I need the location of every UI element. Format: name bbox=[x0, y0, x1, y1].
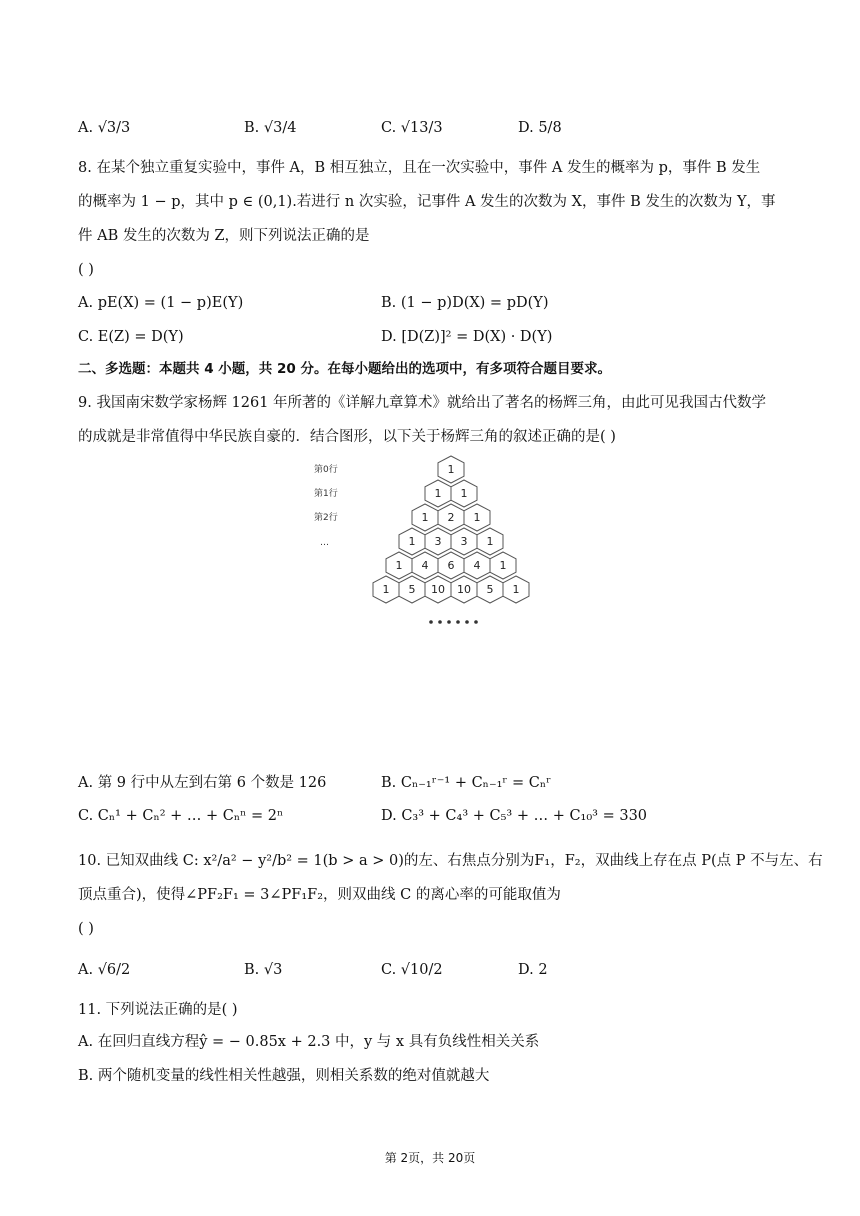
q7-option-a: A. √3/3 bbox=[78, 120, 131, 136]
q10-option-b: B. √3 bbox=[244, 962, 283, 978]
q11-option-a: A. 在回归直线方程ŷ = − 0.85x + 2.3 中，y 与 x 具有负线性相关关系 bbox=[78, 1034, 540, 1050]
triangle-value-r4-4: 1 bbox=[499, 559, 507, 572]
q10-option-c: C. √10/2 bbox=[381, 962, 443, 978]
q10-option-d: D. 2 bbox=[518, 962, 548, 978]
q8-stem-line2: 的概率为 1 − p，其中 p ∈ (0,1).若进行 n 次实验，记事件 A 发生的次数为 X，事件 B 发生的次数为 Y，事 bbox=[78, 194, 776, 210]
triangle-value-r2-2: 1 bbox=[473, 511, 481, 524]
row-label-0: 第0行 bbox=[314, 465, 338, 475]
q10-stem-line2: 顶点重合)，使得∠PF₂F₁ = 3∠PF₁F₂，则双曲线 C 的离心率的可能取值为 bbox=[78, 887, 561, 903]
triangle-value-r1-1: 1 bbox=[460, 487, 468, 500]
triangle-value-r3-1: 3 bbox=[434, 535, 442, 548]
triangle-value-r1-0: 1 bbox=[434, 487, 442, 500]
q8-stem-line3: 件 AB 发生的次数为 Z，则下列说法正确的是 bbox=[78, 228, 370, 244]
triangle-value-r4-0: 1 bbox=[395, 559, 403, 572]
triangle-value-r2-1: 2 bbox=[447, 511, 455, 524]
triangle-value-r2-0: 1 bbox=[421, 511, 429, 524]
row-label-ellipsis: … bbox=[320, 538, 329, 548]
triangle-value-r5-2: 10 bbox=[431, 583, 445, 596]
continuation-dots bbox=[429, 620, 478, 624]
q8-option-a: A. pE(X) = (1 − p)E(Y) bbox=[78, 295, 244, 311]
yanghui-triangle-figure bbox=[300, 450, 560, 635]
triangle-value-r0-0: 1 bbox=[447, 463, 455, 476]
triangle-value-r5-0: 1 bbox=[382, 583, 390, 596]
q9-stem-line1: 9. 我国南宋数学家杨辉 1261 年所著的《详解九章算术》就给出了著名的杨辉三角，由此可见我国古代数学 bbox=[78, 395, 767, 411]
q9-option-d: D. C₃³ + C₄³ + C₅³ + … + C₁₀³ = 330 bbox=[381, 808, 648, 824]
q7-option-c: C. √13/3 bbox=[381, 120, 443, 136]
triangle-value-r5-5: 1 bbox=[512, 583, 520, 596]
q7-option-d: D. 5/8 bbox=[518, 120, 562, 136]
section2-heading: 二、多选题：本题共 4 小题，共 20 分。在每小题给出的选项中，有多项符合题目要求。 bbox=[78, 361, 611, 377]
q8-option-d: D. [D(Z)]² = D(X) · D(Y) bbox=[381, 329, 553, 345]
triangle-value-r3-3: 1 bbox=[486, 535, 494, 548]
triangle-value-r5-4: 5 bbox=[486, 583, 494, 596]
continuation-dot bbox=[438, 620, 442, 624]
q8-option-b: B. (1 − p)D(X) = pD(Y) bbox=[381, 295, 549, 311]
triangle-value-r3-2: 3 bbox=[460, 535, 468, 548]
triangle-value-r3-0: 1 bbox=[408, 535, 416, 548]
q10-stem-line1: 10. 已知双曲线 C: x²/a² − y²/b² = 1(b > a > 0)的左、右焦点分别为F₁，F₂，双曲线上存在点 P(点 P 不与左、右 bbox=[78, 853, 823, 869]
continuation-dot bbox=[465, 620, 469, 624]
q11-option-b: B. 两个随机变量的线性相关性越强，则相关系数的绝对值就越大 bbox=[78, 1068, 490, 1084]
triangle-cells bbox=[373, 456, 529, 603]
q10-option-a: A. √6/2 bbox=[78, 962, 131, 978]
q8-option-c: C. E(Z) = D(Y) bbox=[78, 329, 184, 345]
q8-answer-paren: ( ) bbox=[78, 262, 94, 278]
continuation-dot bbox=[474, 620, 478, 624]
triangle-value-r4-3: 4 bbox=[473, 559, 481, 572]
triangle-value-r5-1: 5 bbox=[408, 583, 416, 596]
triangle-value-r4-1: 4 bbox=[421, 559, 429, 572]
q11-stem: 11. 下列说法正确的是( ) bbox=[78, 1002, 238, 1018]
q9-option-b: B. Cₙ₋₁ʳ⁻¹ + Cₙ₋₁ʳ = Cₙʳ bbox=[381, 775, 552, 791]
q8-stem-line1: 8. 在某个独立重复实验中，事件 A，B 相互独立，且在一次实验中，事件 A 发生的概率为 p，事件 B 发生 bbox=[78, 160, 761, 176]
triangle-value-r4-2: 6 bbox=[447, 559, 455, 572]
q10-answer-paren: ( ) bbox=[78, 921, 94, 937]
q9-option-c: C. Cₙ¹ + Cₙ² + … + Cₙⁿ = 2ⁿ bbox=[78, 808, 284, 824]
q7-option-b: B. √3/4 bbox=[244, 120, 297, 136]
q9-stem-line2: 的成就是非常值得中华民族自豪的．结合图形，以下关于杨辉三角的叙述正确的是( ) bbox=[78, 429, 616, 445]
continuation-dot bbox=[429, 620, 433, 624]
row-label-1: 第1行 bbox=[314, 489, 338, 499]
row-label-2: 第2行 bbox=[314, 513, 338, 523]
continuation-dot bbox=[447, 620, 451, 624]
continuation-dot bbox=[456, 620, 460, 624]
q9-option-a: A. 第 9 行中从左到右第 6 个数是 126 bbox=[78, 775, 327, 791]
page-footer: 第 2页，共 20页 bbox=[384, 1151, 476, 1165]
triangle-value-r5-3: 10 bbox=[457, 583, 471, 596]
